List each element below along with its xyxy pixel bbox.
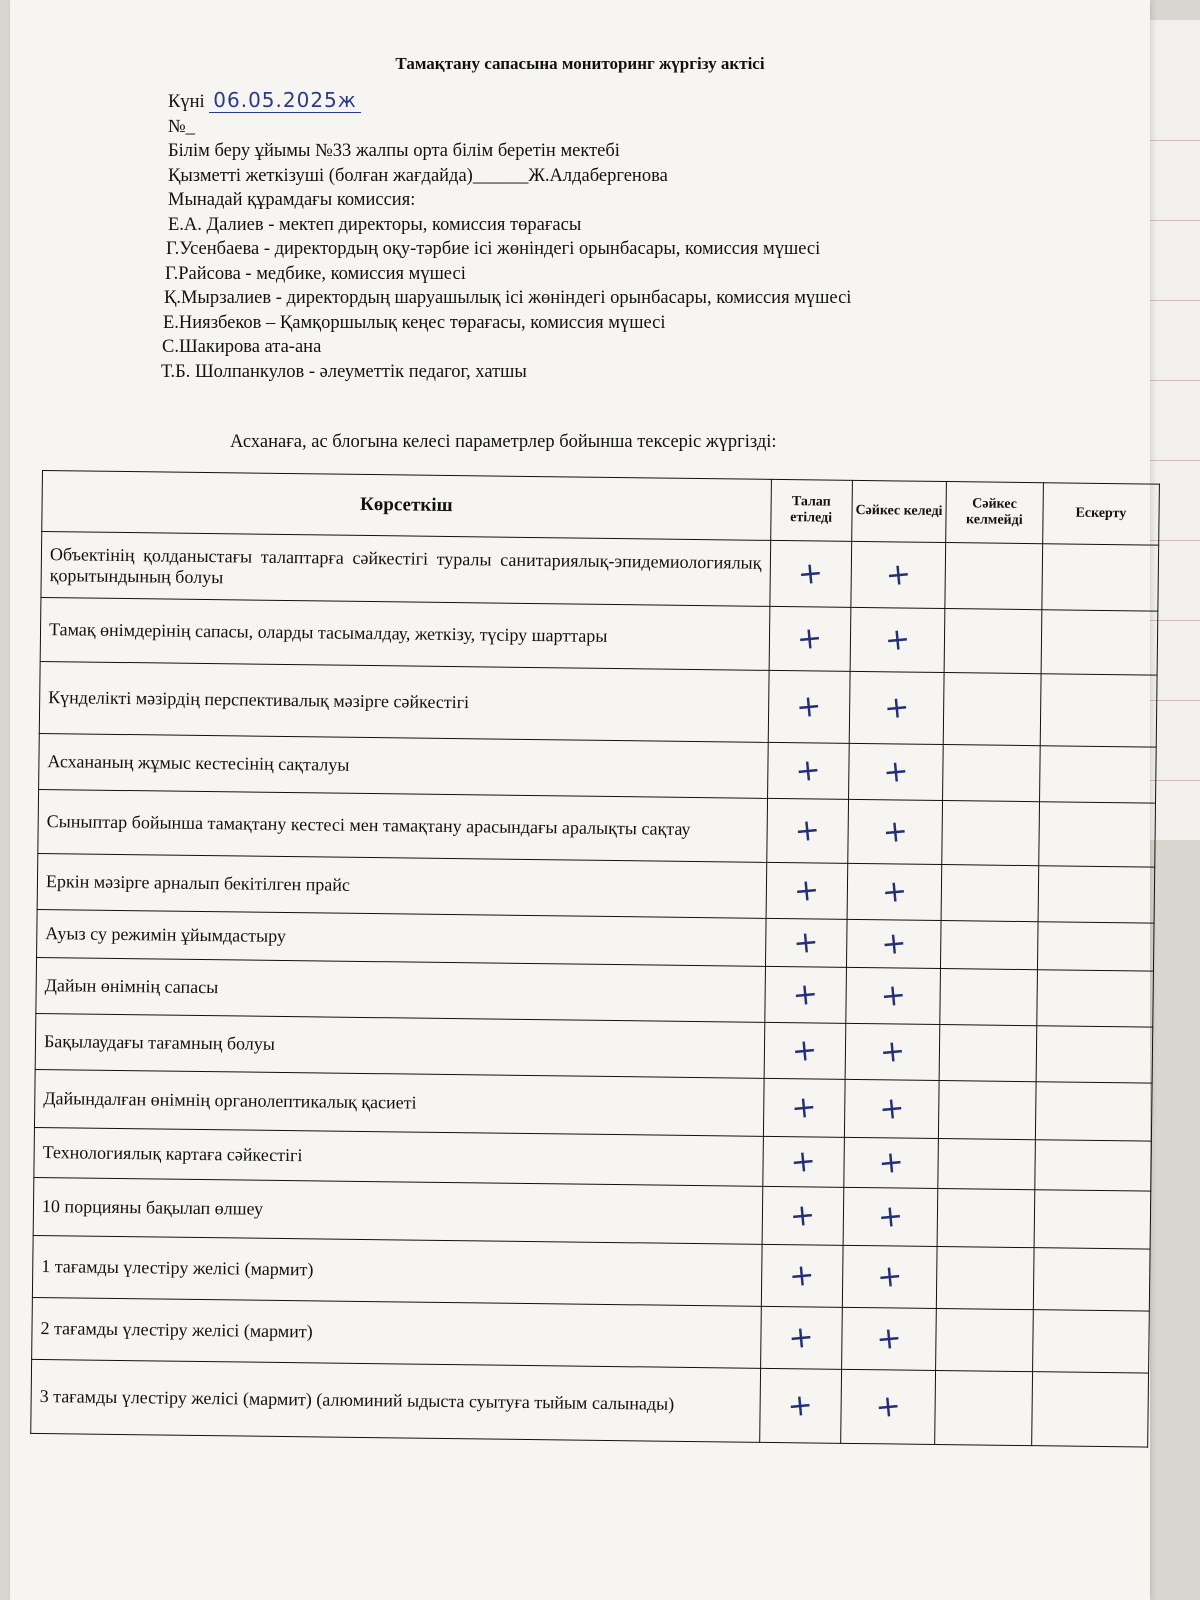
noncompliant-cell [943,673,1040,746]
inspection-table [30,470,1160,1448]
plus-mark-icon: + [789,1143,818,1181]
noncompliant-cell [935,1370,1032,1445]
required-cell [766,862,848,919]
compliant-cell [844,1137,939,1188]
noncompliant-cell [937,1188,1034,1247]
noncompliant-cell [936,1246,1033,1309]
plus-mark-icon: + [789,1089,819,1127]
document-sheet [10,0,1150,1600]
noncompliant-cell [941,865,1038,922]
indicator-cell: Еркін мәзірге арналып бекітілген прайс [37,853,766,918]
note-cell [1034,1190,1151,1249]
compliant-cell [848,743,943,800]
required-cell [769,606,851,671]
noncompliant-cell [936,1308,1033,1371]
plus-mark-icon: + [876,1144,906,1182]
compliant-cell [843,1187,938,1246]
commission-member: Қ.Мырзалиев - директордың шаруашылық ісі жөніндегі орынбасары, комиссия мүшесі [164,288,852,308]
commission-intro: Мынадай құрамдағы комиссия: [168,190,416,210]
compliant-cell [846,919,941,968]
noncompliant-cell [943,745,1040,802]
header-indicator: Көрсеткіш [42,471,771,541]
commission-member: Е.А. Далиев - мектеп директоры, комиссия төрағасы [168,214,582,235]
note-cell [1039,746,1156,803]
plus-mark-icon: + [788,1197,817,1235]
plus-mark-icon: + [786,1387,815,1425]
required-cell [761,1244,843,1307]
plus-mark-icon: + [879,925,908,963]
indicator-cell: 3 тағамды үлестіру желісі (мармит) (алюминий ыдыста суытуға тыйым салынады) [31,1359,760,1442]
header-block [161,88,852,384]
commission-member: Г.Усенбаева - директордың оқу-тәрбие ісі жөніндегі орынбасары, комиссия мүшесі [166,239,821,259]
note-cell [1040,674,1157,747]
plus-mark-icon: + [878,977,908,1015]
plus-mark-icon: + [878,1033,907,1071]
commission-member: Г.Райсова - медбике, комиссия мүшесі [165,263,466,284]
required-cell [769,540,851,607]
compliant-cell [851,541,946,608]
required-cell [767,742,849,799]
note-cell [1031,1372,1148,1447]
required-cell [763,1078,845,1137]
compliant-cell [847,863,942,920]
compliant-cell [844,1079,939,1138]
note-cell [1032,1310,1149,1373]
compliant-cell [845,1023,940,1080]
table-row [31,1359,1149,1447]
date-value: 06.05.2025ж [209,88,361,113]
table-row [39,661,1157,747]
header-note: Ескерту [1042,483,1159,545]
noncompliant-cell [939,1025,1036,1082]
plus-mark-icon: + [876,1198,905,1236]
header-noncompliant: Сәйкес келмейді [946,482,1043,544]
compliant-cell [841,1307,936,1370]
plus-mark-icon: + [877,1090,906,1128]
noncompliant-cell [941,921,1038,970]
plus-mark-icon: + [794,688,823,726]
plus-mark-icon: + [874,1320,904,1358]
compliant-cell [849,671,944,744]
indicator-cell: Асхананың жұмыс кестесінің сақталуы [39,733,768,798]
note-cell [1035,1082,1152,1141]
plus-mark-icon: + [786,1319,816,1357]
indicator-cell: Технологиялық картаға сәйкестігі [34,1127,763,1186]
noncompliant-cell [942,801,1039,866]
inspection-intro: Асханаға, ас блогына келесі параметрлер бойынша тексеріс жүргізді: [230,432,777,452]
indicator-cell: Дайын өнімнің сапасы [36,957,765,1022]
plus-mark-icon: + [880,813,910,851]
compliant-cell [846,967,941,1024]
plus-mark-icon: + [880,873,909,911]
note-cell [1038,866,1155,923]
required-cell [764,1022,846,1079]
plus-mark-icon: + [883,621,912,659]
compliant-cell [850,607,945,672]
plus-mark-icon: + [791,976,820,1014]
required-cell [759,1368,841,1443]
plus-mark-icon: + [791,924,821,962]
required-cell [762,1136,844,1187]
date-label: Күні [168,92,205,112]
document-title: Тамақтану сапасына мониторинг жүргізу актісі [395,54,765,73]
note-cell [1037,922,1154,971]
indicator-cell: Ауыз су режимін ұйымдастыру [37,909,766,966]
date-line [168,88,851,115]
plus-mark-icon: + [792,872,821,910]
note-cell [1034,1140,1151,1191]
plus-mark-icon: + [790,1032,819,1070]
indicator-cell: Күнделікті мәзірдің перспективалық мәзірге сәйкестігі [39,661,768,742]
noncompliant-cell [940,969,1037,1026]
noncompliant-cell [938,1139,1035,1190]
plus-mark-icon: + [881,753,910,791]
required-cell [764,966,846,1023]
required-cell [768,670,850,743]
indicator-cell: 1 тағамды үлестіру желісі (мармит) [32,1235,761,1306]
indicator-cell: Бақылаудағы тағамның болуы [35,1013,764,1078]
plus-mark-icon: + [882,689,911,727]
commission-member: С.Шакирова ата-ана [162,337,322,357]
plus-mark-icon: + [787,1257,816,1295]
noncompliant-cell [939,1081,1036,1140]
plus-mark-icon: + [796,555,825,593]
note-cell [1038,802,1155,867]
required-cell [762,1186,844,1245]
note-cell [1036,1026,1153,1083]
supplier-line: Қызметті жеткізуші (болған жағдайда)______Ж.Алдабергенова [168,165,668,186]
compliant-cell [840,1369,935,1444]
plus-mark-icon: + [793,812,822,850]
commission-member: Е.Ниязбеков – Қамқоршылық кеңес төрағасы, комиссия мүшесі [163,312,666,333]
noncompliant-cell [944,609,1041,674]
organization-line: Білім беру ұйымы №33 жалпы орта білім беретін мектебі [168,141,620,161]
noncompliant-cell [945,543,1042,610]
indicator-cell: 2 тағамды үлестіру желісі (мармит) [32,1297,761,1368]
required-cell [765,918,847,967]
note-cell [1033,1248,1150,1311]
indicator-cell: 10 порцияны бақылап өлшеу [33,1177,762,1244]
compliant-cell [842,1245,937,1308]
indicator-cell: Объектінің қолданыстағы талаптарға сәйкестігі туралы санитариялық-эпидемиологиялық қорытындының болуы [41,532,770,607]
indicator-cell: Тамақ өнімдерінің сапасы, оларды тасымалдау, жеткізу, түсіру шарттары [40,597,769,670]
note-cell [1036,970,1153,1027]
number-line: №_ [168,116,195,137]
header-compliant: Сәйкес келеді [851,480,946,542]
required-cell [760,1306,842,1369]
plus-mark-icon: + [873,1388,903,1426]
header-required: Талап етіледі [770,479,852,541]
indicator-cell: Дайындалған өнімнің органолептикалық қасиеті [34,1069,763,1136]
required-cell [766,798,848,863]
indicator-cell: Сыныптар бойынша тамақтану кестесі мен тамақтану арасындағы аралықты сақтау [38,789,767,862]
plus-mark-icon: + [795,620,824,658]
commission-member: Т.Б. Шолпанкулов - әлеуметтік педагог, хатшы [161,361,527,382]
note-cell [1042,544,1159,611]
plus-mark-icon: + [875,1258,904,1296]
note-cell [1041,610,1158,675]
plus-mark-icon: + [884,556,913,594]
compliant-cell [848,799,943,864]
plus-mark-icon: + [793,752,823,790]
